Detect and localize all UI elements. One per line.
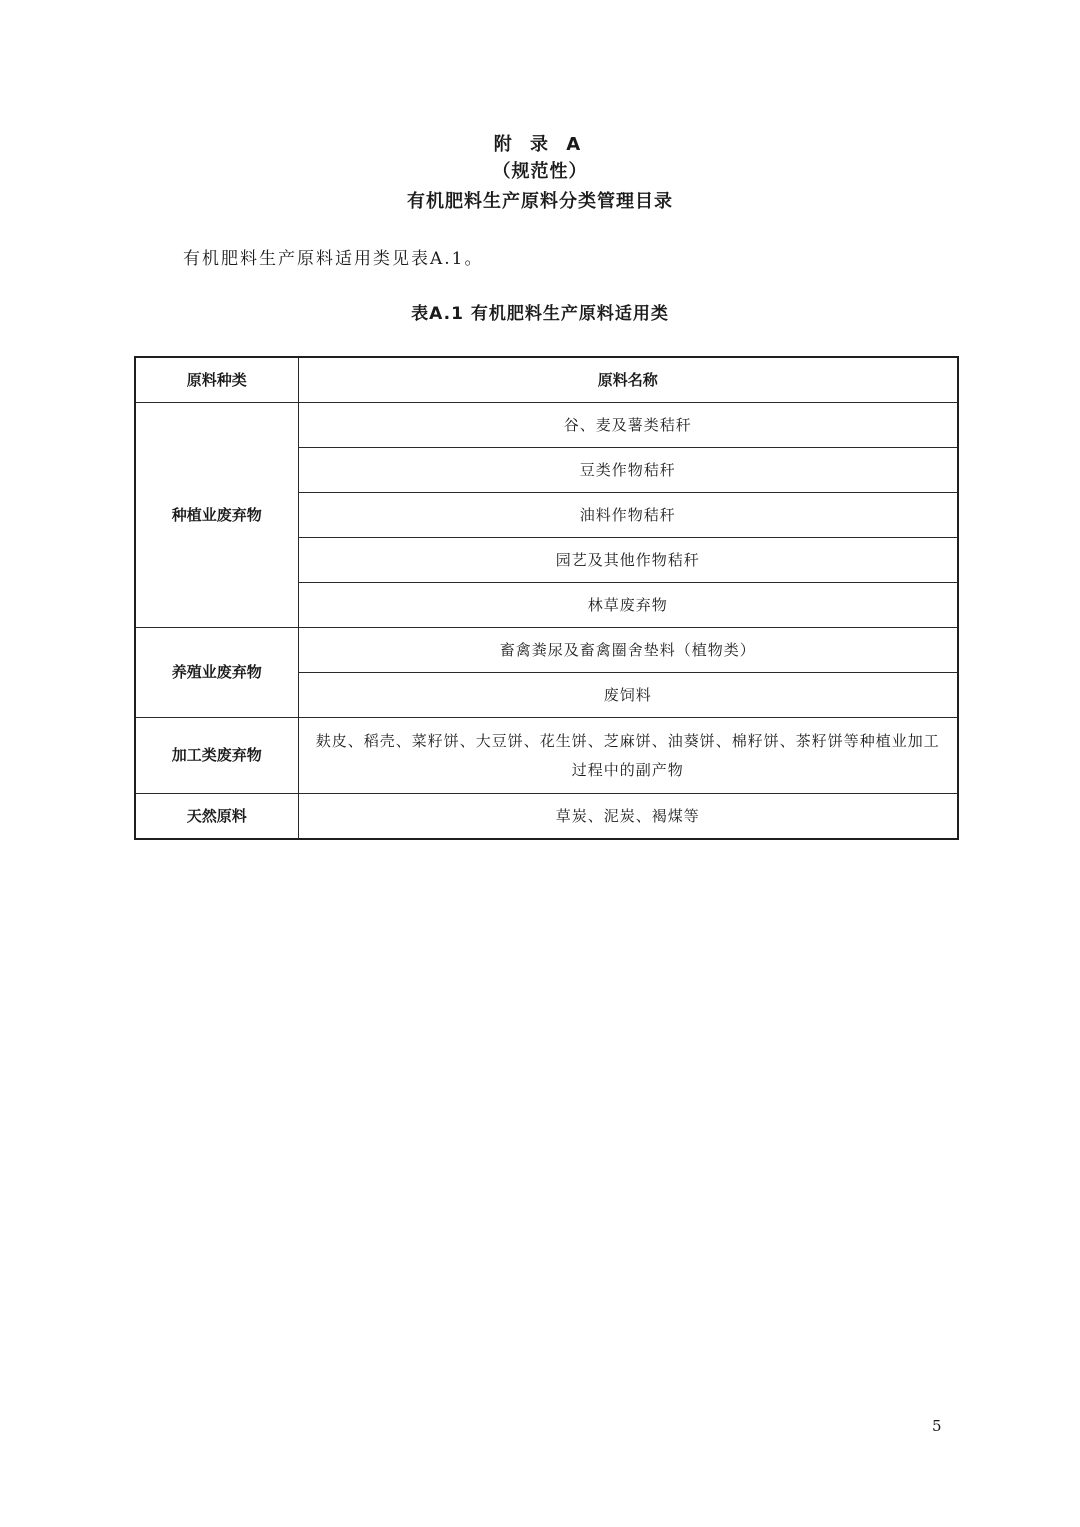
appendix-label: 附 录 A bbox=[493, 134, 587, 155]
material-cell: 园艺及其他作物秸秆 bbox=[298, 538, 958, 583]
appendix-title: 有机肥料生产原料分类管理目录 bbox=[407, 191, 673, 212]
table-row bbox=[135, 718, 958, 794]
category-cell: 养殖业废弃物 bbox=[135, 628, 298, 718]
intro-paragraph: 有机肥料生产原料适用类见表A.1。 bbox=[183, 249, 484, 269]
table-header-row bbox=[135, 357, 958, 403]
header-name: 原料名称 bbox=[298, 357, 958, 403]
material-cell: 油料作物秸秆 bbox=[298, 493, 958, 538]
material-cell: 麸皮、稻壳、菜籽饼、大豆饼、花生饼、芝麻饼、油葵饼、棉籽饼、茶籽饼等种植业加工过程中的副产物 bbox=[298, 718, 958, 794]
material-cell: 谷、麦及薯类秸秆 bbox=[298, 403, 958, 448]
category-cell: 种植业废弃物 bbox=[135, 403, 298, 628]
table-caption: 表A.1 有机肥料生产原料适用类 bbox=[411, 304, 669, 324]
material-cell: 草炭、泥炭、褐煤等 bbox=[298, 794, 958, 840]
material-cell: 废饲料 bbox=[298, 673, 958, 718]
material-cell: 畜禽粪尿及畜禽圈舍垫料（植物类） bbox=[298, 628, 958, 673]
material-cell: 林草废弃物 bbox=[298, 583, 958, 628]
category-cell: 天然原料 bbox=[135, 794, 298, 840]
header-category: 原料种类 bbox=[135, 357, 298, 403]
table-row bbox=[135, 403, 958, 448]
appendix-type: （规范性） bbox=[492, 161, 588, 182]
page-number: 5 bbox=[932, 1417, 942, 1435]
materials-table bbox=[134, 356, 959, 840]
table-row bbox=[135, 628, 958, 673]
table-row bbox=[135, 794, 958, 840]
category-cell: 加工类废弃物 bbox=[135, 718, 298, 794]
material-cell: 豆类作物秸秆 bbox=[298, 448, 958, 493]
